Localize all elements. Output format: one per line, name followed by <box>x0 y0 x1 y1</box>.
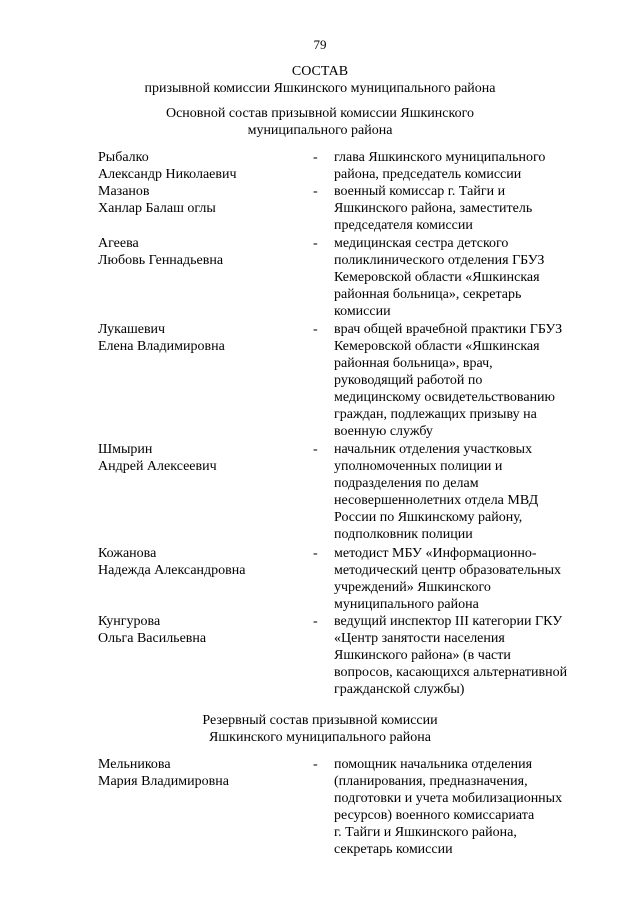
reserve-section-heading-line2: Яшкинского муниципального района <box>209 730 431 745</box>
member-given-names: Надежда Александровна <box>98 562 246 578</box>
member-role-line: помощник начальника отделения <box>334 757 533 772</box>
member-dash: - <box>313 236 318 251</box>
document-subtitle: призывной комиссии Яшкинского муниципального района <box>144 81 496 96</box>
member-role-line: методический центр образовательных <box>334 562 561 578</box>
member-role <box>334 235 596 320</box>
member-role-line: района, председатель комиссии <box>334 167 522 182</box>
document-title: СОСТАВ <box>291 64 349 79</box>
member-name <box>98 545 298 579</box>
member-surname: Лукашевич <box>98 322 166 337</box>
member-role-line: начальник отделения участковых <box>334 442 533 458</box>
member-role-line: Кемеровской области «Яшкинская <box>334 270 540 285</box>
member-role-line: методист МБУ «Информационно- <box>334 545 537 561</box>
member-given-names: Ольга Васильевна <box>98 631 207 647</box>
member-name <box>98 613 298 647</box>
member-given-names: Елена Владимировна <box>98 339 225 354</box>
member-role-line: комиссии <box>334 304 391 319</box>
member-dash: - <box>313 150 318 165</box>
member-role-line: районная больница», врач, <box>334 356 493 371</box>
member-surname: Рыбалко <box>98 150 149 165</box>
member-dash: - <box>313 442 318 458</box>
member-role-line: несовершеннолетних отдела МВД <box>334 493 539 509</box>
member-role-line: руководящий работой по <box>334 373 483 388</box>
page-number: 79 <box>313 37 327 52</box>
member-name <box>98 321 298 355</box>
member-role-line: муниципального района <box>334 596 479 612</box>
member-role <box>334 441 596 543</box>
member-dash: - <box>313 545 318 561</box>
member-role-line: военную службу <box>334 424 433 439</box>
member-surname: Агеева <box>98 236 139 251</box>
member-given-names: Андрей Алексеевич <box>98 459 217 475</box>
member-role-line: подготовки и учета мобилизационных <box>334 791 563 806</box>
member-role-line: военный комиссар г. Тайги и <box>334 184 506 200</box>
member-role-line: ресурсов) военного комиссариата <box>334 808 535 823</box>
member-role-line: подразделения по делам <box>334 476 479 492</box>
member-role-line: Яшкинского района, заместитель <box>334 201 533 217</box>
member-name <box>98 235 298 269</box>
member-role-line: России по Яшкинскому району, <box>334 510 523 526</box>
member-role <box>334 321 596 440</box>
member-given-names: Любовь Геннадьевна <box>98 253 224 268</box>
member-role-line: секретарь комиссии <box>334 842 453 857</box>
member-name <box>98 149 298 183</box>
member-role-line: уполномоченных полиции и <box>334 459 503 475</box>
member-role-line: учреждений» Яшкинского <box>334 579 491 595</box>
member-role-line: гражданской службы) <box>334 682 465 698</box>
member-role-line: «Центр занятости населения <box>334 631 505 647</box>
member-surname: Кожанова <box>98 545 157 561</box>
member-role-line: врач общей врачебной практики ГБУЗ <box>334 322 563 337</box>
member-role <box>334 183 596 234</box>
member-role-line: председателя комиссии <box>334 218 473 234</box>
member-role-line: ведущий инспектор III категории ГКУ <box>334 614 563 630</box>
member-surname: Мельникова <box>98 757 171 772</box>
member-dash: - <box>313 614 318 630</box>
member-role <box>334 756 596 858</box>
member-surname: Мазанов <box>98 184 150 200</box>
member-role-line: поликлинического отделения ГБУЗ <box>334 253 545 268</box>
member-role-line: г. Тайги и Яшкинского района, <box>334 825 517 840</box>
member-role-line: медицинскому освидетельствованию <box>334 390 556 405</box>
member-dash: - <box>313 322 318 337</box>
reserve-section-heading-line1: Резервный состав призывной комиссии <box>202 713 438 728</box>
member-name <box>98 756 298 790</box>
member-role <box>334 613 596 698</box>
member-given-names: Александр Николаевич <box>98 167 237 182</box>
member-role-line: Кемеровской области «Яшкинская <box>334 339 540 354</box>
member-role <box>334 149 596 183</box>
member-dash: - <box>313 184 318 200</box>
member-role-line: граждан, подлежащих призыву на <box>334 407 537 422</box>
member-role-line: Яшкинского района» (в части <box>334 648 511 664</box>
member-role-line: (планирования, предназначения, <box>334 774 528 789</box>
member-surname: Кунгурова <box>98 614 161 630</box>
member-role <box>334 545 596 613</box>
member-role-line: подполковник полиции <box>334 527 473 543</box>
member-name <box>98 183 298 217</box>
member-surname: Шмырин <box>98 442 153 458</box>
member-dash: - <box>313 757 318 772</box>
member-role-line: глава Яшкинского муниципального <box>334 150 546 165</box>
main-section-heading-line1: Основной состав призывной комиссии Яшкинского <box>165 106 474 121</box>
member-role-line: вопросов, касающихся альтернативной <box>334 665 568 681</box>
member-given-names: Мария Владимировна <box>98 774 229 789</box>
member-name <box>98 441 298 475</box>
main-section-heading-line2: муниципального района <box>247 123 393 138</box>
member-role-line: районная больница», секретарь <box>334 287 522 302</box>
member-given-names: Ханлар Балаш оглы <box>98 201 216 217</box>
member-role-line: медицинская сестра детского <box>334 236 509 251</box>
